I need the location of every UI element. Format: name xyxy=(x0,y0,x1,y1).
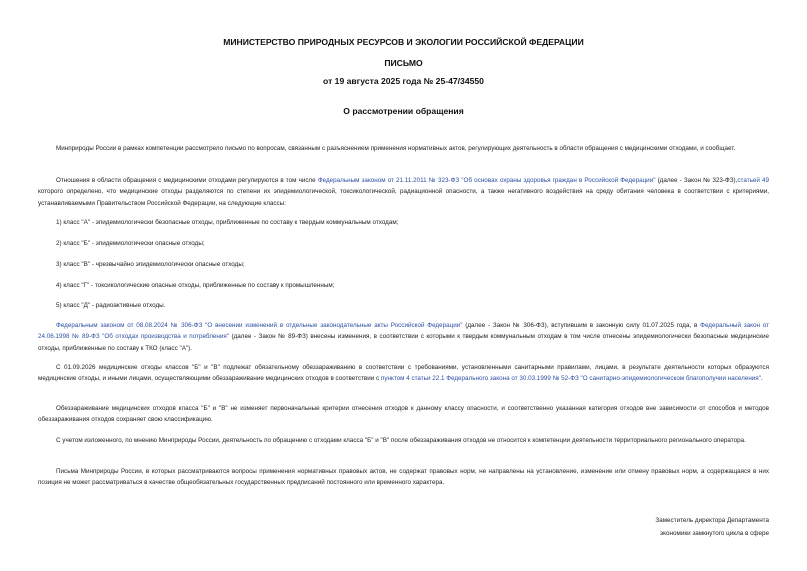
document-subject: О рассмотрении обращения xyxy=(343,106,464,116)
signature-title: Заместитель директора Департамента xyxy=(655,517,769,524)
text-segment: (далее - Закон № 323-ФЗ), xyxy=(655,177,738,184)
law-89-link[interactable]: Федеральный закон от 24.06.1998 № 89-ФЗ "Об отходах производства и потребления" xyxy=(38,322,769,341)
document-date-number: от 19 августа 2025 года № 25-47/34550 xyxy=(323,76,484,86)
document-type: ПИСЬМО xyxy=(384,58,423,68)
law-323-link[interactable]: Федеральным законом от 21.11.2011 № 323-ФЗ "Об основах охраны здоровья граждан в Российской Федерации" xyxy=(317,177,656,184)
class-a-item: 1) класс "А" - эпидемиологически безопасные отходы, приближенные по составу к твердым коммунальным отходам; xyxy=(56,219,399,226)
paragraph-intro: Минприроды России в рамках компетенции рассмотрело письмо по вопросам, связанным с разъяснением применения нормативных актов, регулирующих деятельность в области обращения с медицинскими отходами, и сообщает. xyxy=(56,145,736,152)
law-306-link[interactable]: Федеральным законом от 08.08.2024 № 306-ФЗ "О внесении изменений в отдельные законодательные акты Российской Федерации" xyxy=(56,322,463,329)
class-b-item: 2) класс "Б" - эпидемиологически опасные отходы; xyxy=(56,240,205,247)
ministry-heading: МИНИСТЕРСТВО ПРИРОДНЫХ РЕСУРСОВ И ЭКОЛОГИИ РОССИЙСКОЙ ФЕДЕРАЦИИ xyxy=(223,37,584,47)
class-d-item: 5) класс "Д" - радиоактивные отходы. xyxy=(56,302,166,309)
text-segment: Отношения в области обращения с медицинскими отходами регулируются в том числе xyxy=(56,177,318,184)
article-49-link[interactable]: статьей 49 xyxy=(737,177,770,184)
text-segment: (далее - Закон № 89-ФЗ) внесены изменения, в соответствии с которыми к твердым коммунальным отходам в том числе отнесены эпидемиологически безопасные медицинские отходы, приближенные по составу к ТКО (класс "А"). xyxy=(38,333,769,352)
paragraph-conclusion: С учетом изложенного, по мнению Минприроды России, деятельность по обращению с отходами класса "Б" и "В" после обеззараживания отходов не относится к компетенции деятельности территориального регионального оператора. xyxy=(56,437,746,444)
class-v-item: 3) класс "В" - чрезвычайно эпидемиологически опасные отходы; xyxy=(56,261,245,268)
text-segment: . xyxy=(760,375,763,383)
paragraph-regulation xyxy=(38,175,769,209)
paragraph-classification: Обеззараживание медицинских отходов класса "Б" и "В" не изменяет первоначальные критерии отнесения отходов к данному классу опасности, и соответственно указанная категория отходов вне зависимости от способов и методов обеззараживания отходов сохраняет свою классификацию. xyxy=(38,405,769,424)
law-52-link[interactable]: пунктом 4 статьи 22.1 Федерального закона от 30.03.1999 № 52-ФЗ "О санитарно-эпидемиологическом благополучии населения" xyxy=(380,375,761,383)
text-segment: С 01.09.2026 медицинские отходы классов "Б" и "В" подлежат обязательному обеззараживанию в соответствии с требованиями, установленными санитарными правилами, лицами, в результате деятельности которых образуются медицинские отходы, и иными лицами, осуществляющими обеззараживание медицинских отходов в соответствии с xyxy=(38,364,769,383)
paragraph-disinfection xyxy=(38,362,769,385)
text-segment: которого определено, что медицинские отходы разделяются по степени их эпидемиологической, токсикологической, радиационной опасности, а также негативного воздействия на среду обитания человека в соответствии с критериями, устанавливаемыми Правительством Российской Федерации, на следующие классы: xyxy=(38,188,769,207)
class-g-item: 4) класс "Г" - токсикологические опасные отходы, приближенные по составу к промышленным; xyxy=(56,282,335,289)
text-segment: (далее - Закон № 306-ФЗ), вступившим в законную силу 01.07.2025 года, в xyxy=(462,322,701,329)
signature-department: экономики замкнутого цикла в сфере xyxy=(659,530,769,537)
paragraph-law-306 xyxy=(38,320,769,354)
paragraph-disclaimer: Письма Минприроды России, в которых рассматриваются вопросы применения нормативных правовых актов, не содержат правовых норм, не направлены на установление, изменение или отмену правовых норм, а содержащаяся в них позиция не может рассматриваться в качестве общеобязательных государственных предписаний постоянного или временного характера. xyxy=(38,468,769,487)
